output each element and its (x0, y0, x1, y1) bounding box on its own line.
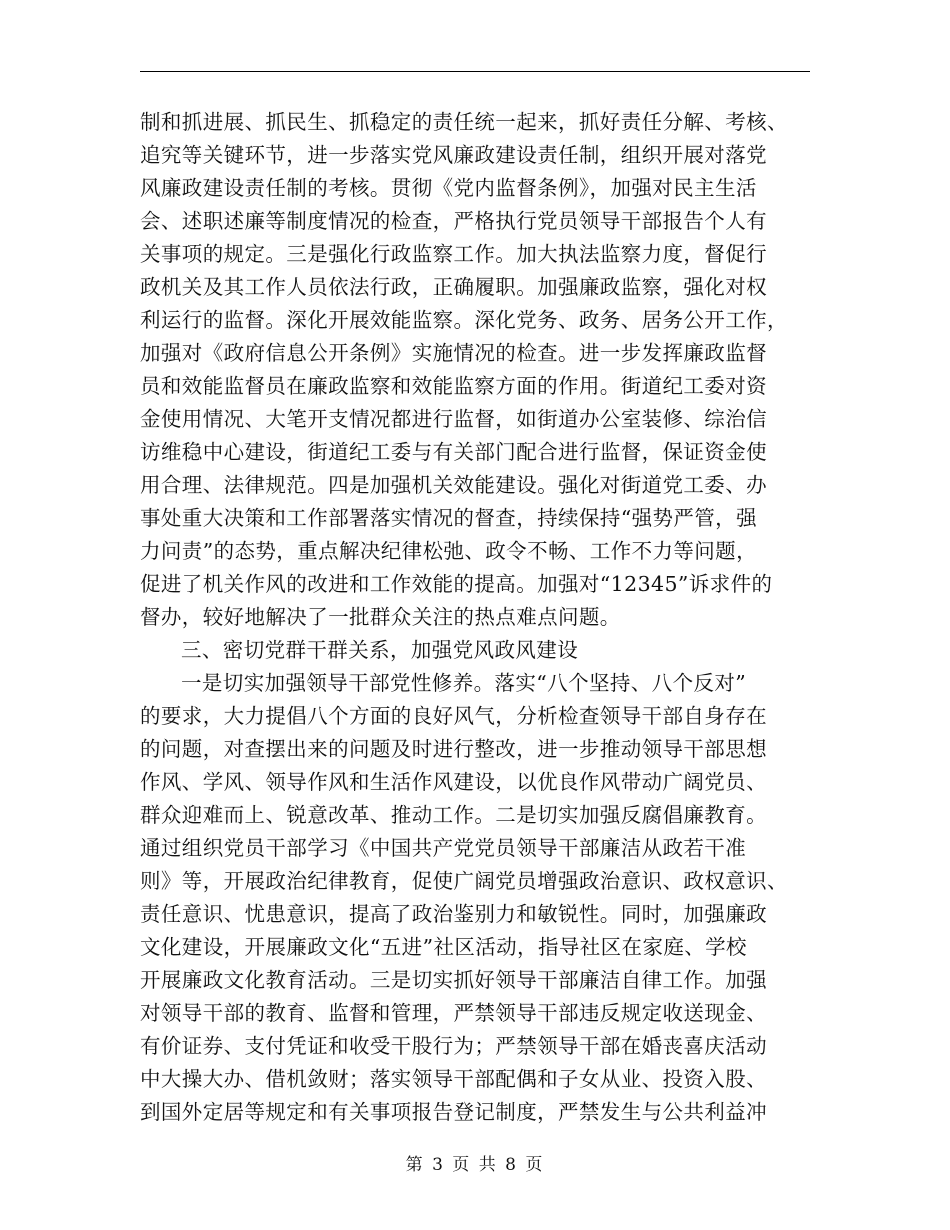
section-heading: 三、密切党群干群关系，加强党风政风建设 (181, 638, 579, 662)
text-line: 中大操大办、借机敛财；落实领导干部配偶和子女从业、投资入股、 (140, 1067, 767, 1091)
text-line: 访维稳中心建设，街道纪工委与有关部门配合进行监督，保证资金使 (140, 440, 767, 464)
text-line: 文化建设，开展廉政文化“五进”社区活动，指导社区在家庭、学校 (140, 935, 747, 959)
text-line: 督办，较好地解决了一批群众关注的热点难点问题。 (140, 605, 621, 629)
text-line: 一是切实加强领导干部党性修养。落实“八个坚持、八个反对” (181, 671, 747, 695)
text-line: 政机关及其工作人员依法行政，正确履职。加强廉政监察，强化对权 (140, 275, 767, 299)
text-line: 开展廉政文化教育活动。三是切实抓好领导干部廉洁自律工作。加强 (140, 968, 767, 992)
text-line: 对领导干部的教育、监督和管理，严禁领导干部违反规定收送现金、 (140, 1001, 767, 1025)
text-line: 员和效能监督员在廉政监察和效能监察方面的作用。街道纪工委对资 (140, 374, 767, 398)
text-line: 群众迎难而上、锐意改革、推动工作。二是切实加强反腐倡廉教育。 (140, 803, 767, 827)
text-line: 的要求，大力提倡八个方面的良好风气，分析检查领导干部自身存在 (140, 704, 767, 728)
text-line: 则》等，开展政治纪律教育，促使广阔党员增强政治意识、政权意识、 (140, 869, 788, 893)
text-line: 追究等关键环节，进一步落实党风廉政建设责任制，组织开展对落党 (140, 143, 767, 167)
text-line: 风廉政建设责任制的考核。贯彻《党内监督条例》，加强对民主生活 (140, 176, 757, 200)
text-line: 有价证券、支付凭证和收受干股行为；严禁领导干部在婚丧喜庆活动 (140, 1034, 767, 1058)
text-line: 力问责”的态势，重点解决纪律松弛、政令不畅、工作不力等问题， (140, 539, 757, 563)
document-body (140, 106, 820, 1129)
text-line: 的问题，对查摆出来的问题及时进行整改，进一步推动领导干部思想 (140, 737, 767, 761)
text-line: 通过组织党员干部学习《中国共产党党员领导干部廉洁从政若干准 (140, 836, 747, 860)
text-line: 作风、学风、领导作风和生活作风建设，以优良作风带动广阔党员、 (140, 770, 767, 794)
text-line: 加强对《政府信息公开条例》实施情况的检查。进一步发挥廉政监督 (140, 341, 767, 365)
text-line: 到国外定居等规定和有关事项报告登记制度，严禁发生与公共利益冲 (140, 1100, 767, 1124)
text-line: 用合理、法律规范。四是加强机关效能建设。强化对街道党工委、办 (140, 473, 767, 497)
page-number-footer: 第 3 页 共 8 页 (405, 1155, 545, 1175)
text-line: 关事项的规定。三是强化行政监察工作。加大执法监察力度，督促行 (140, 242, 767, 266)
text-line: 金使用情况、大笔开支情况都进行监督，如街道办公室装修、综治信 (140, 407, 767, 431)
text-line: 制和抓进展、抓民生、抓稳定的责任统一起来，抓好责任分解、考核、 (140, 110, 788, 134)
text-line: 促进了机关作风的改进和工作效能的提高。加强对“12345”诉求件的 (140, 572, 773, 596)
text-line: 责任意识、忧患意识，提高了政治鉴别力和敏锐性。同时，加强廉政 (140, 902, 767, 926)
text-line: 事处重大决策和工作部署落实情况的督查，持续保持“强势严管，强 (140, 506, 757, 530)
text-line: 会、述职述廉等制度情况的检查，严格执行党员领导干部报告个人有 (140, 209, 767, 233)
header-rule (140, 71, 810, 72)
text-line: 利运行的监督。深化开展效能监察。深化党务、政务、居务公开工作， (140, 308, 788, 332)
